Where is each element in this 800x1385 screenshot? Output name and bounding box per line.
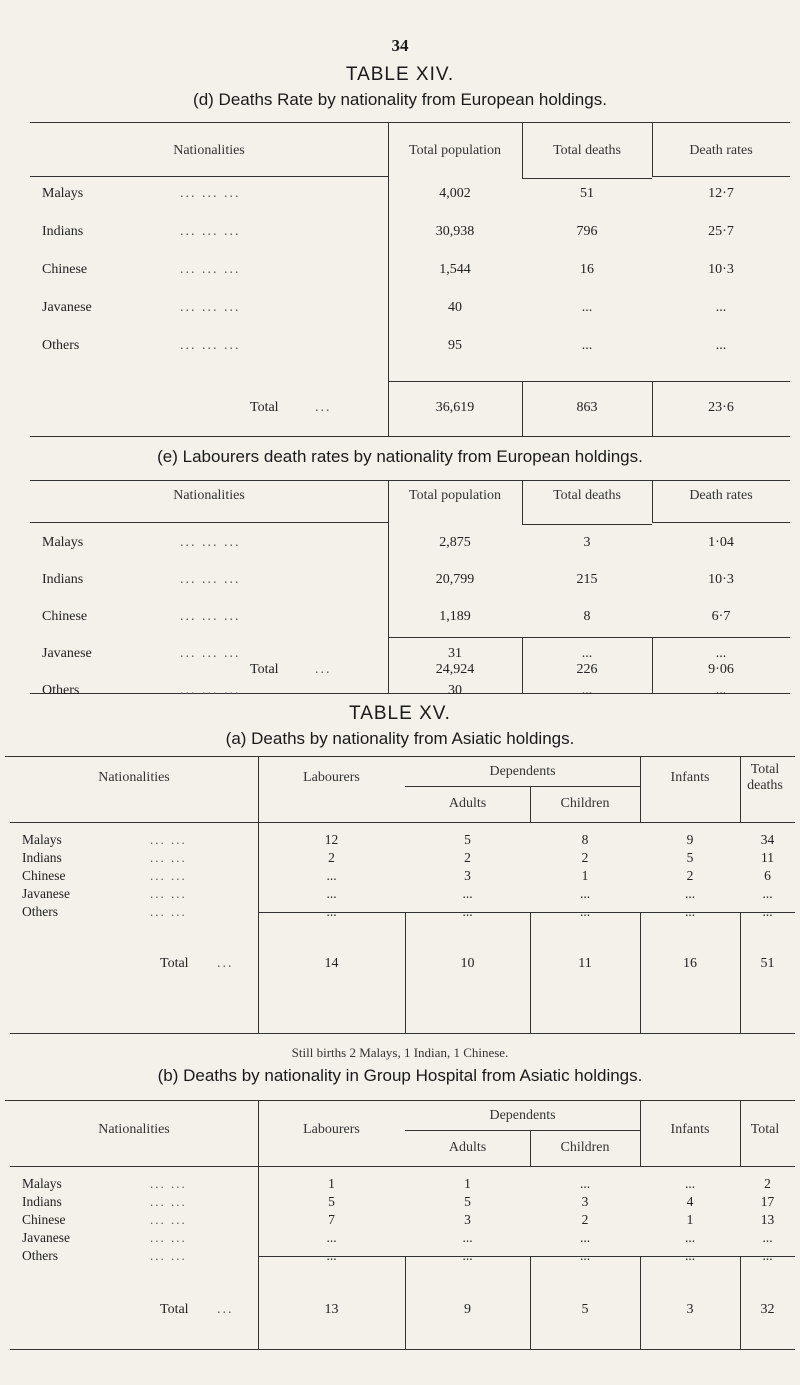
row-label: Others — [42, 338, 80, 353]
rate-cell: 25·7 — [708, 224, 734, 239]
table-xv-title: TABLE XV. — [349, 703, 451, 724]
infants-cell: ... — [684, 1230, 696, 1245]
row-label: Malays — [42, 186, 84, 201]
rule-line — [522, 178, 652, 179]
column-header: Nationalities — [173, 143, 245, 158]
children-cell: 3 — [581, 1194, 589, 1209]
row-label: Chinese — [42, 262, 88, 277]
total-total-cell: 32 — [760, 1302, 775, 1317]
adults-cell: 1 — [464, 1176, 471, 1191]
column-header: Total population — [409, 143, 501, 158]
table-row — [0, 1194, 800, 1212]
infants-cell: ... — [684, 886, 696, 901]
row-label: Chinese — [42, 609, 88, 624]
deaths-cell: ... — [581, 646, 593, 661]
rate-cell: ... — [715, 683, 727, 698]
total-cell: ... — [762, 886, 773, 901]
rule-line — [10, 1349, 795, 1350]
column-header-children: Children — [560, 796, 610, 811]
rule-line — [388, 381, 522, 382]
row-label: Chinese — [22, 868, 66, 883]
rule-line — [10, 1033, 795, 1034]
rule-line — [30, 176, 388, 177]
adults-cell: ... — [462, 1248, 473, 1263]
deaths-cell: 16 — [580, 262, 594, 277]
infants-cell: ... — [684, 1176, 696, 1191]
total-label: Total — [160, 1302, 189, 1317]
population-cell: 31 — [448, 646, 462, 661]
total-adults-cell: 9 — [464, 1302, 471, 1317]
population-cell: 20,799 — [435, 572, 475, 587]
infants-cell: 2 — [686, 868, 694, 883]
table-xv-a-subtitle: (a) Deaths by nationality from Asiatic holdings. — [225, 729, 575, 748]
total-rate-cell: 9·06 — [708, 662, 734, 677]
total-cell: ... — [762, 1230, 773, 1245]
column-header-infants: Infants — [670, 770, 710, 785]
leader-dots: ... ... ... — [180, 572, 241, 587]
rule-line — [652, 176, 790, 177]
children-cell: ... — [579, 1248, 591, 1263]
labourers-cell: 1 — [328, 1176, 335, 1191]
total-infants-cell: 3 — [686, 1302, 694, 1317]
column-header: Total deaths — [553, 143, 621, 158]
population-cell: 30 — [448, 683, 462, 698]
leader-dots: ... ... — [150, 1212, 187, 1227]
children-cell: ... — [579, 904, 591, 919]
labourers-cell: 5 — [328, 1194, 335, 1209]
table-row — [0, 886, 800, 904]
row-label: Indians — [22, 1194, 62, 1209]
column-header: Death rates — [689, 488, 753, 503]
children-cell: ... — [579, 1176, 591, 1191]
total-row — [30, 400, 790, 420]
column-header: Total deaths — [553, 488, 621, 503]
infants-cell: ... — [684, 1248, 696, 1263]
row-label: Javanese — [22, 1230, 70, 1245]
table-row — [0, 1212, 800, 1230]
total-cell: 17 — [760, 1194, 775, 1209]
rate-cell: 6·7 — [711, 609, 731, 624]
row-label: Indians — [42, 224, 84, 239]
leader-dots: ... — [315, 400, 332, 415]
leader-dots: ... ... ... — [180, 535, 241, 550]
rule-line — [30, 480, 790, 481]
adults-cell: 5 — [464, 1194, 471, 1209]
total-infants-cell: 16 — [683, 956, 697, 971]
table-row — [0, 904, 800, 922]
column-header-adults: Adults — [448, 1140, 487, 1155]
labourers-cell: 2 — [328, 850, 335, 865]
row-label: Javanese — [42, 300, 92, 315]
population-cell: 2,875 — [439, 535, 471, 550]
labourers-cell: ... — [326, 1248, 337, 1263]
adults-cell: ... — [462, 1230, 473, 1245]
column-header-adults: Adults — [448, 796, 487, 811]
table-xiv-title: TABLE XIV. — [345, 64, 455, 85]
rule-line — [5, 1100, 795, 1101]
children-cell: 1 — [581, 868, 589, 883]
column-header-total: Total — [750, 1122, 780, 1137]
total-cell: 34 — [760, 832, 775, 847]
children-cell: 2 — [581, 1212, 589, 1227]
column-header-children: Children — [560, 1140, 610, 1155]
deaths-cell: 215 — [576, 572, 598, 587]
labourers-cell: ... — [326, 904, 337, 919]
leader-dots: ... ... ... — [180, 338, 241, 353]
table-row — [30, 300, 790, 320]
row-label: Indians — [22, 850, 62, 865]
leader-dots: ... — [315, 662, 332, 677]
total-children-cell: 11 — [578, 956, 592, 971]
table-xv-a-note: Still births 2 Malays, 1 Indian, 1 Chinese. — [291, 1045, 509, 1060]
rule-line — [30, 436, 790, 437]
rule-line — [522, 637, 652, 638]
total-cell: ... — [762, 1248, 773, 1263]
infants-cell: 5 — [686, 850, 694, 865]
row-label: Others — [22, 904, 58, 919]
labourers-cell: ... — [326, 886, 337, 901]
children-cell: ... — [579, 886, 591, 901]
table-row — [0, 1176, 800, 1194]
labourers-cell: ... — [326, 1230, 337, 1245]
table-row — [0, 832, 800, 850]
page-number: 34 — [391, 36, 409, 55]
labourers-cell: 12 — [324, 832, 339, 847]
deaths-cell: 3 — [583, 535, 591, 550]
total-label: Total — [250, 662, 279, 677]
column-header: Total population — [409, 488, 501, 503]
population-cell: 40 — [448, 300, 462, 315]
leader-dots: ... ... — [150, 904, 187, 919]
rule-line — [522, 381, 652, 382]
table-row — [30, 572, 790, 592]
table-xiv-d-subtitle: (d) Deaths Rate by nationality from European holdings. — [193, 90, 607, 109]
total-cell: 2 — [764, 1176, 771, 1191]
deaths-cell: ... — [581, 683, 593, 698]
table-row — [30, 683, 790, 703]
rule-line — [405, 1130, 640, 1131]
total-cell: 13 — [760, 1212, 775, 1227]
column-header-nationalities: Nationalities — [98, 770, 170, 785]
leader-dots: ... — [217, 956, 234, 971]
rate-cell: 10·3 — [708, 572, 734, 587]
children-cell: 2 — [581, 850, 589, 865]
table-xiv-e-subtitle: (e) Labourers death rates by nationality from European holdings. — [157, 447, 643, 466]
rate-cell: 10·3 — [708, 262, 734, 277]
leader-dots: ... ... — [150, 1230, 187, 1245]
table-xv-b-subtitle: (b) Deaths by nationality in Group Hospital from Asiatic holdings. — [157, 1066, 643, 1085]
rule-line — [405, 786, 640, 787]
infants-cell: 1 — [686, 1212, 694, 1227]
infants-cell: ... — [684, 904, 696, 919]
adults-cell: 2 — [464, 850, 471, 865]
total-row — [0, 956, 800, 974]
column-divider — [640, 756, 641, 822]
population-cell: 95 — [448, 338, 462, 353]
leader-dots: ... ... — [150, 850, 187, 865]
leader-dots: ... ... — [150, 886, 187, 901]
rule-line — [5, 756, 795, 757]
total-total-cell: 51 — [760, 956, 775, 971]
total-row — [30, 662, 790, 682]
total-row — [0, 1302, 800, 1320]
column-header-total: Total deaths — [747, 762, 783, 793]
total-children-cell: 5 — [581, 1302, 589, 1317]
leader-dots: ... ... — [150, 1248, 187, 1263]
population-cell: 30,938 — [435, 224, 475, 239]
rate-cell: 1·04 — [708, 535, 734, 550]
column-header-dependents: Dependents — [489, 1108, 556, 1123]
rule-line — [30, 522, 388, 523]
rule-line — [652, 381, 790, 382]
infants-cell: 4 — [686, 1194, 694, 1209]
labourers-cell: ... — [326, 868, 337, 883]
column-header: Death rates — [689, 143, 753, 158]
row-label: Malays — [22, 832, 62, 847]
total-cell: 11 — [761, 850, 774, 865]
column-header-nationalities: Nationalities — [98, 1122, 170, 1137]
leader-dots: ... — [217, 1302, 234, 1317]
total-cell: 6 — [764, 868, 771, 883]
total-population-cell: 36,619 — [435, 400, 475, 415]
leader-dots: ... ... ... — [180, 609, 241, 624]
table-row — [30, 186, 790, 206]
population-cell: 1,189 — [439, 609, 471, 624]
children-cell: 8 — [581, 832, 589, 847]
rate-cell: 12·7 — [708, 186, 734, 201]
leader-dots: ... ... ... — [180, 300, 241, 315]
row-label: Malays — [42, 535, 84, 550]
total-population-cell: 24,924 — [435, 662, 475, 677]
leader-dots: ... ... ... — [180, 683, 241, 698]
table-row — [0, 868, 800, 886]
rate-cell: ... — [715, 338, 727, 353]
table-row — [0, 1248, 800, 1266]
rule-line — [10, 1166, 795, 1167]
population-cell: 4,002 — [439, 186, 471, 201]
rule-line — [10, 822, 795, 823]
row-label: Indians — [42, 572, 84, 587]
deaths-cell: 796 — [576, 224, 598, 239]
table-row — [0, 1230, 800, 1248]
total-labourers-cell: 14 — [324, 956, 339, 971]
leader-dots: ... ... — [150, 1176, 187, 1191]
total-deaths-cell: 863 — [576, 400, 598, 415]
total-deaths-cell: 226 — [576, 662, 598, 677]
column-header-labourers: Labourers — [303, 1122, 360, 1137]
row-label: Others — [42, 683, 80, 698]
row-label: Javanese — [22, 886, 70, 901]
table-row — [30, 262, 790, 282]
deaths-cell: ... — [581, 300, 593, 315]
table-row — [0, 850, 800, 868]
deaths-cell: 8 — [583, 609, 591, 624]
adults-cell: 3 — [464, 1212, 471, 1227]
table-row — [30, 535, 790, 555]
adults-cell: 3 — [464, 868, 471, 883]
rule-line — [652, 637, 790, 638]
labourers-cell: 7 — [328, 1212, 335, 1227]
row-label: Chinese — [22, 1212, 66, 1227]
column-header-dependents: Dependents — [489, 764, 556, 779]
leader-dots: ... ... ... — [180, 186, 241, 201]
rate-cell: ... — [715, 646, 727, 661]
population-cell: 1,544 — [439, 262, 471, 277]
infants-cell: 9 — [686, 832, 694, 847]
table-row — [30, 609, 790, 629]
row-label: Others — [22, 1248, 58, 1263]
total-adults-cell: 10 — [460, 956, 475, 971]
rule-line — [30, 122, 790, 123]
total-label: Total — [250, 400, 279, 415]
table-row — [30, 224, 790, 244]
table-row — [30, 338, 790, 358]
row-label: Malays — [22, 1176, 62, 1191]
adults-cell: ... — [462, 904, 473, 919]
deaths-cell: ... — [581, 338, 593, 353]
column-header: Nationalities — [173, 488, 245, 503]
leader-dots: ... ... — [150, 868, 187, 883]
total-label: Total — [160, 956, 189, 971]
rule-line — [652, 522, 790, 523]
rate-cell: ... — [715, 300, 727, 315]
column-header-infants: Infants — [670, 1122, 710, 1137]
row-label: Javanese — [42, 646, 92, 661]
rule-line — [388, 637, 522, 638]
total-labourers-cell: 13 — [324, 1302, 339, 1317]
deaths-cell: 51 — [580, 186, 594, 201]
leader-dots: ... ... — [150, 832, 187, 847]
adults-cell: ... — [462, 886, 473, 901]
leader-dots: ... ... ... — [180, 224, 241, 239]
total-cell: ... — [762, 904, 773, 919]
leader-dots: ... ... ... — [180, 646, 241, 661]
leader-dots: ... ... — [150, 1194, 187, 1209]
adults-cell: 5 — [464, 832, 471, 847]
children-cell: ... — [579, 1230, 591, 1245]
rule-line — [522, 524, 652, 525]
total-rate-cell: 23·6 — [708, 400, 734, 415]
leader-dots: ... ... ... — [180, 262, 241, 277]
column-header-labourers: Labourers — [303, 770, 360, 785]
